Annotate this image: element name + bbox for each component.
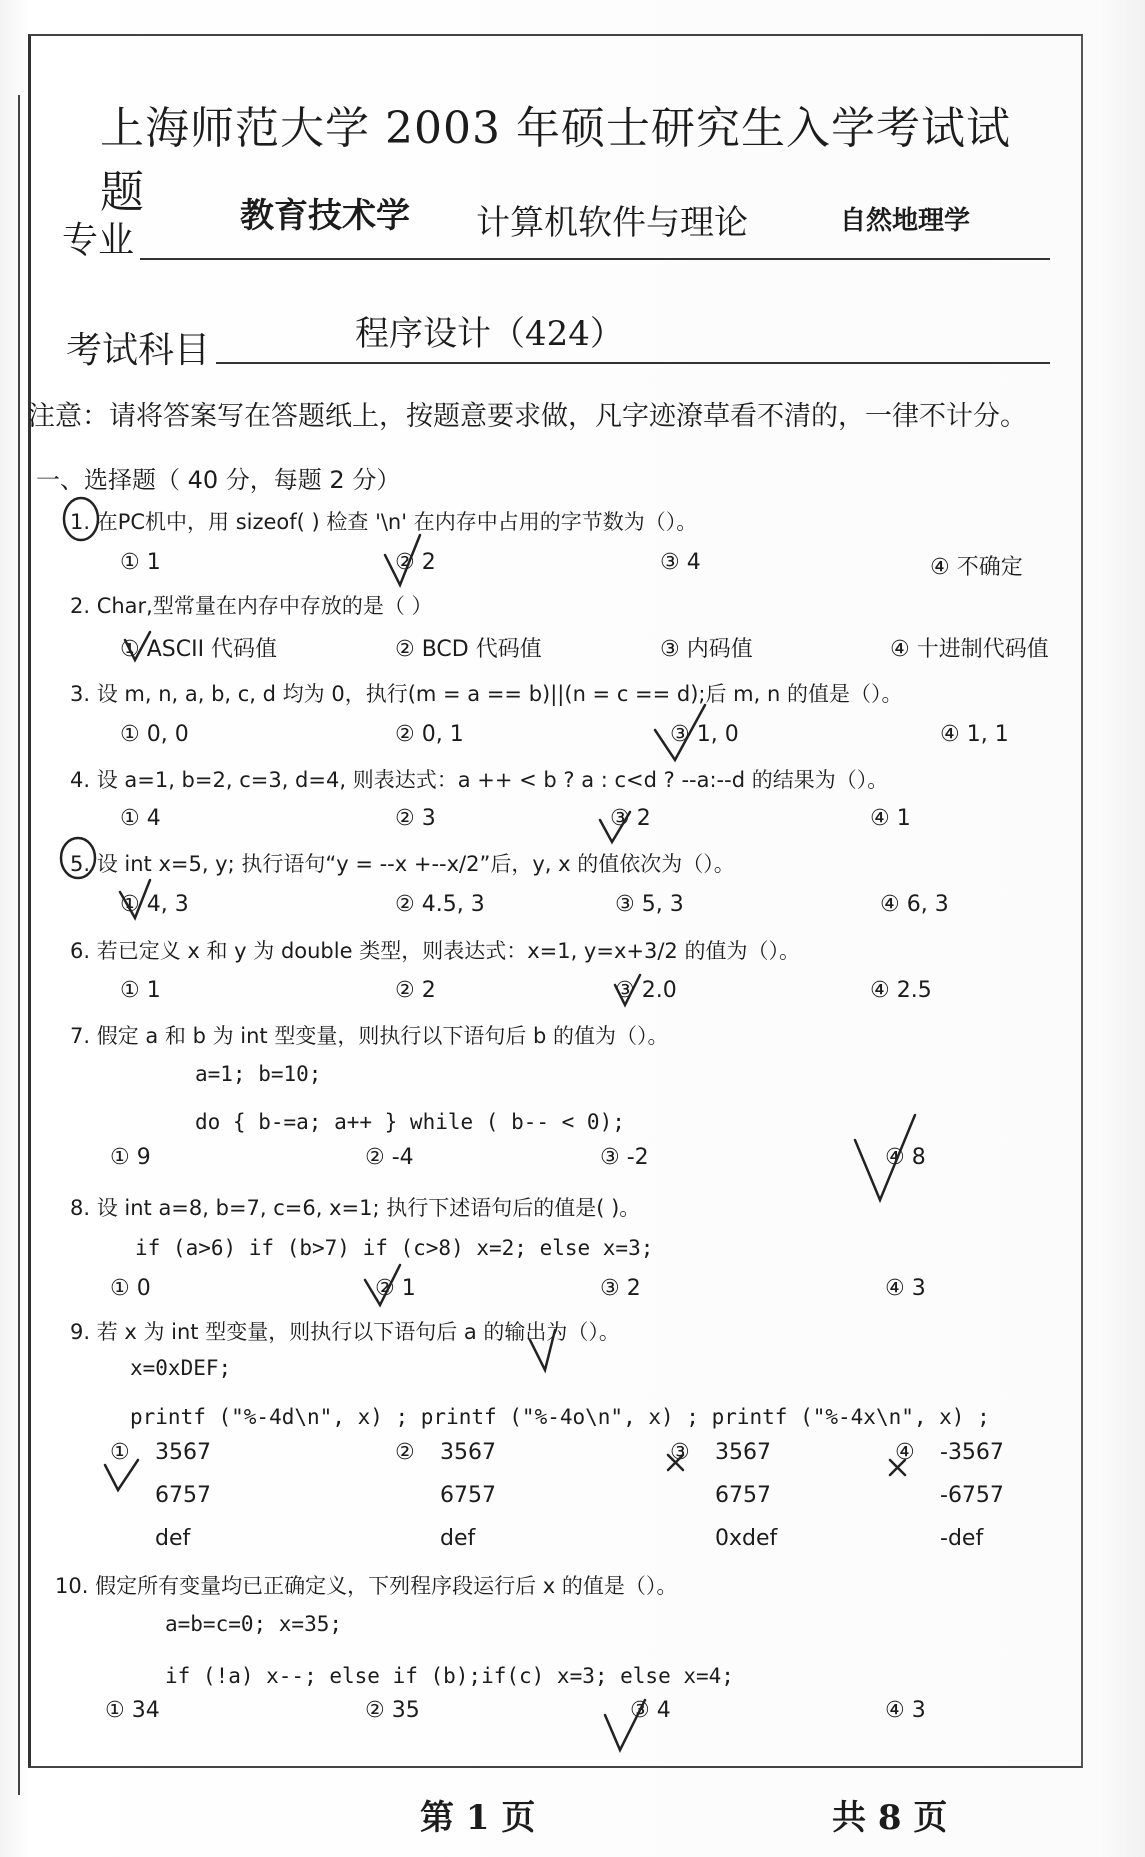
question-9-option-2: 3567 [440,1440,496,1465]
question-6-option-2: ② 2 [395,978,436,1003]
question-1-option-4: ④ 不确定 [930,555,1023,580]
question-8-option-3: ③ 2 [600,1276,641,1301]
question-9-option-1: ① [110,1440,130,1465]
question-9-code-line: printf ("%-4d\n", x) ; printf ("%-4o\n", x) ; printf ("%-4x\n", x) ; [130,1405,990,1429]
question-5-option-3: ③ 5, 3 [615,892,684,917]
question-10-option-3: ③ 4 [630,1698,671,1723]
major-1: 教育技术学 [240,196,410,236]
question-2-option-2: ② BCD 代码值 [395,637,542,662]
major-2: 计算机软件与理论 [476,203,748,243]
question-1-text: 1. 在PC机中，用 sizeof( ) 检查 '\n' 在内存中占用的字节数为（）。 [70,510,698,534]
question-4-text: 4. 设 a=1, b=2, c=3, d=4, 则表达式：a ++ < b ? a : c<d ? --a:--d 的结果为（）。 [70,768,889,792]
page-number: 第 1 页 [420,1798,536,1838]
question-9-option-3: 0xdef [715,1526,778,1551]
question-7-option-1: ① 9 [110,1145,151,1170]
notice-text: 注意：请将答案写在答题纸上，按题意要求做，凡字迹潦草看不清的，一律不计分。 [28,401,1027,432]
question-1-option-3: ③ 4 [660,550,701,575]
question-9-option-1: 3567 [155,1440,211,1465]
major-underline [140,258,1050,260]
question-10-option-4: ④ 3 [885,1698,926,1723]
question-10-code-line: if (!a) x--; else if (b);if(c) x=3; else x=4; [165,1664,734,1688]
question-5-option-2: ② 4.5, 3 [395,892,485,917]
question-10-option-1: ① 34 [105,1698,160,1723]
question-9-option-4: -def [940,1526,984,1551]
page-total: 共 8 页 [832,1798,948,1838]
question-9-option-4: -3567 [940,1440,1004,1465]
question-6-text: 6. 若已定义 x 和 y 为 double 类型，则表达式：x=1, y=x+3/2 的值为（）。 [70,939,800,963]
binding-edge [0,95,20,1795]
question-9-option-3: 6757 [715,1483,771,1508]
question-9-option-2: ② [395,1440,415,1465]
question-1-option-1: ① 1 [120,550,161,575]
major-3: 自然地理学 [840,206,971,236]
question-2-option-1: ① ASCII 代码值 [120,637,278,662]
question-3-option-1: ① 0, 0 [120,722,189,747]
question-2-text: 2. Char,型常量在内存中存放的是（ ） [70,594,433,618]
question-8-option-1: ① 0 [110,1276,151,1301]
question-4-option-2: ② 3 [395,806,436,831]
question-7-option-4: ④ 8 [885,1145,926,1170]
question-10-text: 10. 假定所有变量均已正确定义，下列程序段运行后 x 的值是（）。 [55,1574,678,1598]
question-7-code-line: do { b-=a; a++ } while ( b-- < 0); [195,1110,625,1134]
question-8-code-line: if (a>6) if (b>7) if (c>8) x=2; else x=3; [135,1236,654,1260]
question-8-option-4: ④ 3 [885,1276,926,1301]
subject-value: 程序设计（424） [355,314,624,354]
question-9-option-4: ④ [895,1440,915,1465]
question-7-option-2: ② -4 [365,1145,414,1170]
question-7-code-line: a=1; b=10; [195,1062,322,1086]
question-9-option-2: def [440,1526,476,1551]
question-5-option-4: ④ 6, 3 [880,892,949,917]
question-9-option-3: 3567 [715,1440,771,1465]
major-label: 专业 [62,220,135,261]
question-10-option-2: ② 35 [365,1698,420,1723]
question-5-text: 5. 设 int x=5, y; 执行语句“y = --x +--x/2”后，y, x 的值依次为（）。 [70,852,735,876]
question-8-option-2: ② 1 [375,1276,416,1301]
question-4-option-1: ① 4 [120,806,161,831]
question-9-text: 9. 若 x 为 int 型变量，则执行以下语句后 a 的输出为（）。 [70,1320,620,1344]
question-9-option-3: ③ [670,1440,690,1465]
question-9-option-1: def [155,1526,191,1551]
question-3-text: 3. 设 m, n, a, b, c, d 均为 0，执行(m = a == b)||(n = c == d);后 m, n 的值是（）。 [70,682,903,706]
question-4-option-4: ④ 1 [870,806,911,831]
subject-underline [216,362,1050,364]
question-2-option-3: ③ 内码值 [660,637,753,662]
question-7-text: 7. 假定 a 和 b 为 int 型变量，则执行以下语句后 b 的值为（）。 [70,1024,669,1048]
question-9-code-line: x=0xDEF; [130,1356,232,1380]
question-4-option-3: ③ 2 [610,806,651,831]
question-10-code-line: a=b=c=0; x=35; [165,1612,343,1636]
question-1-option-2: ② 2 [395,550,436,575]
question-8-text: 8. 设 int a=8, b=7, c=6, x=1; 执行下述语句后的值是( )。 [70,1196,641,1220]
question-6-option-4: ④ 2.5 [870,978,932,1003]
subject-label: 考试科目 [66,330,211,371]
question-6-option-3: ③ 2.0 [615,978,677,1003]
question-2-option-4: ④ 十进制代码值 [890,637,1049,662]
question-3-option-2: ② 0, 1 [395,722,464,747]
exam-title: 上海师范大学 2003 年硕士研究生入学考试试题 [100,103,1011,218]
question-5-option-1: ① 4, 3 [120,892,189,917]
question-3-option-4: ④ 1, 1 [940,722,1009,747]
question-9-option-1: 6757 [155,1483,211,1508]
question-7-option-3: ③ -2 [600,1145,649,1170]
question-9-option-4: -6757 [940,1483,1004,1508]
section-heading: 一、选择题（ 40 分，每题 2 分） [36,466,401,494]
question-6-option-1: ① 1 [120,978,161,1003]
question-9-option-2: 6757 [440,1483,496,1508]
question-3-option-3: ③ 1, 0 [670,722,739,747]
